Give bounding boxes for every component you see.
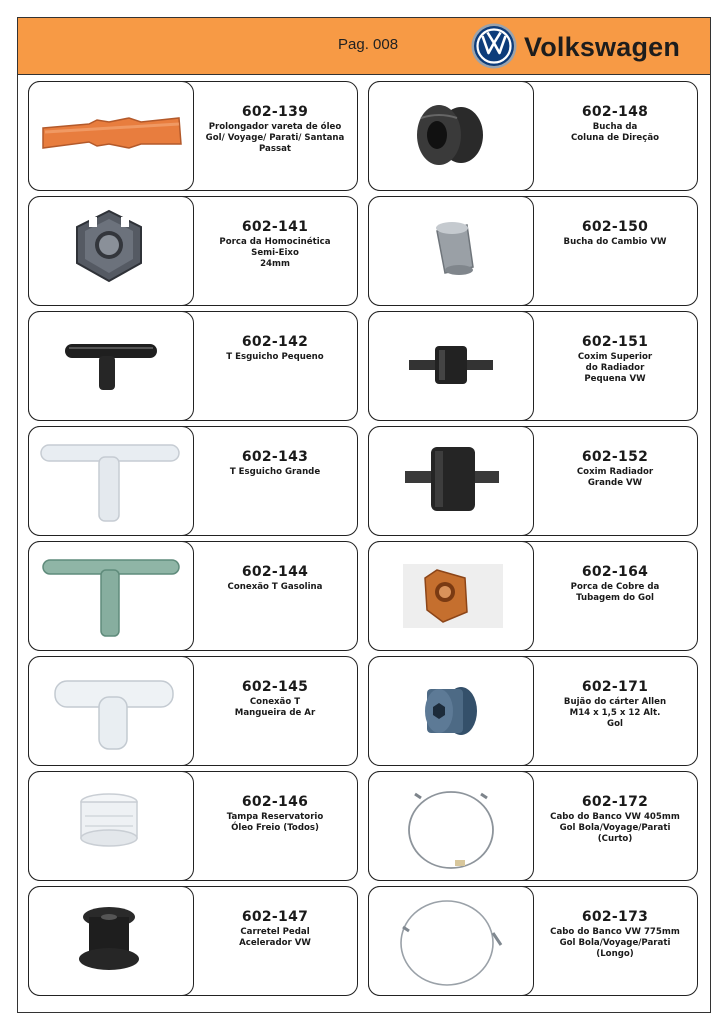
product-card-602-152 [368,426,698,536]
black-t-fitting-icon [29,312,192,419]
product-code: 602-143 [241,449,309,465]
product-card-602-173 [368,886,698,996]
product-photo [28,771,194,881]
product-photo [368,426,534,536]
brand-name: Volkswagen [524,32,681,62]
product-description: Cabo do Banco VW 775mm Gol Bola/Voyage/Parati (Longo) [550,927,680,959]
product-photo [368,771,534,881]
product-code: 602-172 [581,794,649,810]
product-card-602-144 [28,541,358,651]
product-photo [28,886,194,996]
product-code: 602-147 [241,909,309,925]
product-description: Coxim Radiador Grande VW [576,467,654,488]
product-code: 602-173 [581,909,649,925]
product-card-602-145 [28,656,358,766]
product-photo [28,426,194,536]
product-code: 602-171 [581,679,649,695]
product-description: Conexão T Gasolina [227,582,323,592]
product-description: Cabo do Banco VW 405mm Gol Bola/Voyage/Parati (Curto) [550,812,680,844]
product-code: 602-139 [241,104,309,120]
pedal-spool-icon [29,887,192,994]
product-photo [368,196,534,306]
product-photo [28,311,194,421]
copper-nut-icon [369,542,532,649]
castle-nut-icon [29,197,192,304]
product-description: T Esguicho Grande [229,467,321,477]
product-card-602-171 [368,656,698,766]
white-t-fitting-icon [29,427,192,534]
product-description: Conexão T Mangueira de Ar [234,697,316,718]
product-description: Porca de Cobre da Tubagem do Gol [570,582,660,603]
product-photo [368,81,534,191]
product-code: 602-141 [241,219,309,235]
product-card-602-172 [368,771,698,881]
product-card-602-141 [28,196,358,306]
product-code: 602-151 [581,334,649,350]
product-card-602-150 [368,196,698,306]
product-card-602-148 [368,81,698,191]
product-description: Carretel Pedal Acelerador VW [239,927,311,948]
product-photo [368,656,534,766]
product-description: T Esguicho Pequeno [226,352,324,362]
product-description: Tampa Reservatorio Óleo Freio (Todos) [226,812,324,833]
product-photo [28,656,194,766]
product-code: 602-150 [581,219,649,235]
product-description: Bucha da Coluna de Direção [570,122,660,143]
product-description: Bucha do Cambio VW [563,237,667,247]
product-photo [28,196,194,306]
page-number: Pag. 008 [338,36,399,53]
vw-logo-icon [471,23,517,69]
product-photo [368,541,534,651]
product-card-602-164 [368,541,698,651]
product-photo [28,541,194,651]
green-t-fitting-icon [29,542,192,649]
black-rubber-bushing-icon [369,82,532,189]
product-description: Prolongador vareta de óleo Gol/ Voyage/ Parati/ Santana Passat [205,122,345,154]
orange-dipstick-extension-icon [29,82,192,189]
gray-bushing-icon [369,197,532,304]
seat-cable-long-icon [369,887,532,994]
product-code: 602-164 [581,564,649,580]
product-description: Porca da Homocinética Semi-Eixo 24mm [219,237,331,269]
product-card-602-139 [28,81,358,191]
product-card-602-147 [28,886,358,996]
allen-drain-plug-icon [369,657,532,764]
product-code: 602-148 [581,104,649,120]
product-photo [368,886,534,996]
product-code: 602-145 [241,679,309,695]
clear-t-fitting-icon [29,657,192,764]
product-card-602-142 [28,311,358,421]
product-card-602-151 [368,311,698,421]
seat-cable-short-icon [369,772,532,879]
product-card-602-143 [28,426,358,536]
product-description: Bujão do cárter Allen M14 x 1,5 x 12 Alt. Gol [563,697,667,729]
product-description: Coxim Superior do Radiador Pequena VW [577,352,653,384]
large-rubber-mount-icon [369,427,532,534]
product-photo [28,81,194,191]
product-code: 602-146 [241,794,309,810]
product-code: 602-144 [241,564,309,580]
product-code: 602-142 [241,334,309,350]
small-rubber-mount-icon [369,312,532,419]
product-photo [368,311,534,421]
product-card-602-146 [28,771,358,881]
brake-fluid-cap-icon [29,772,192,879]
product-code: 602-152 [581,449,649,465]
